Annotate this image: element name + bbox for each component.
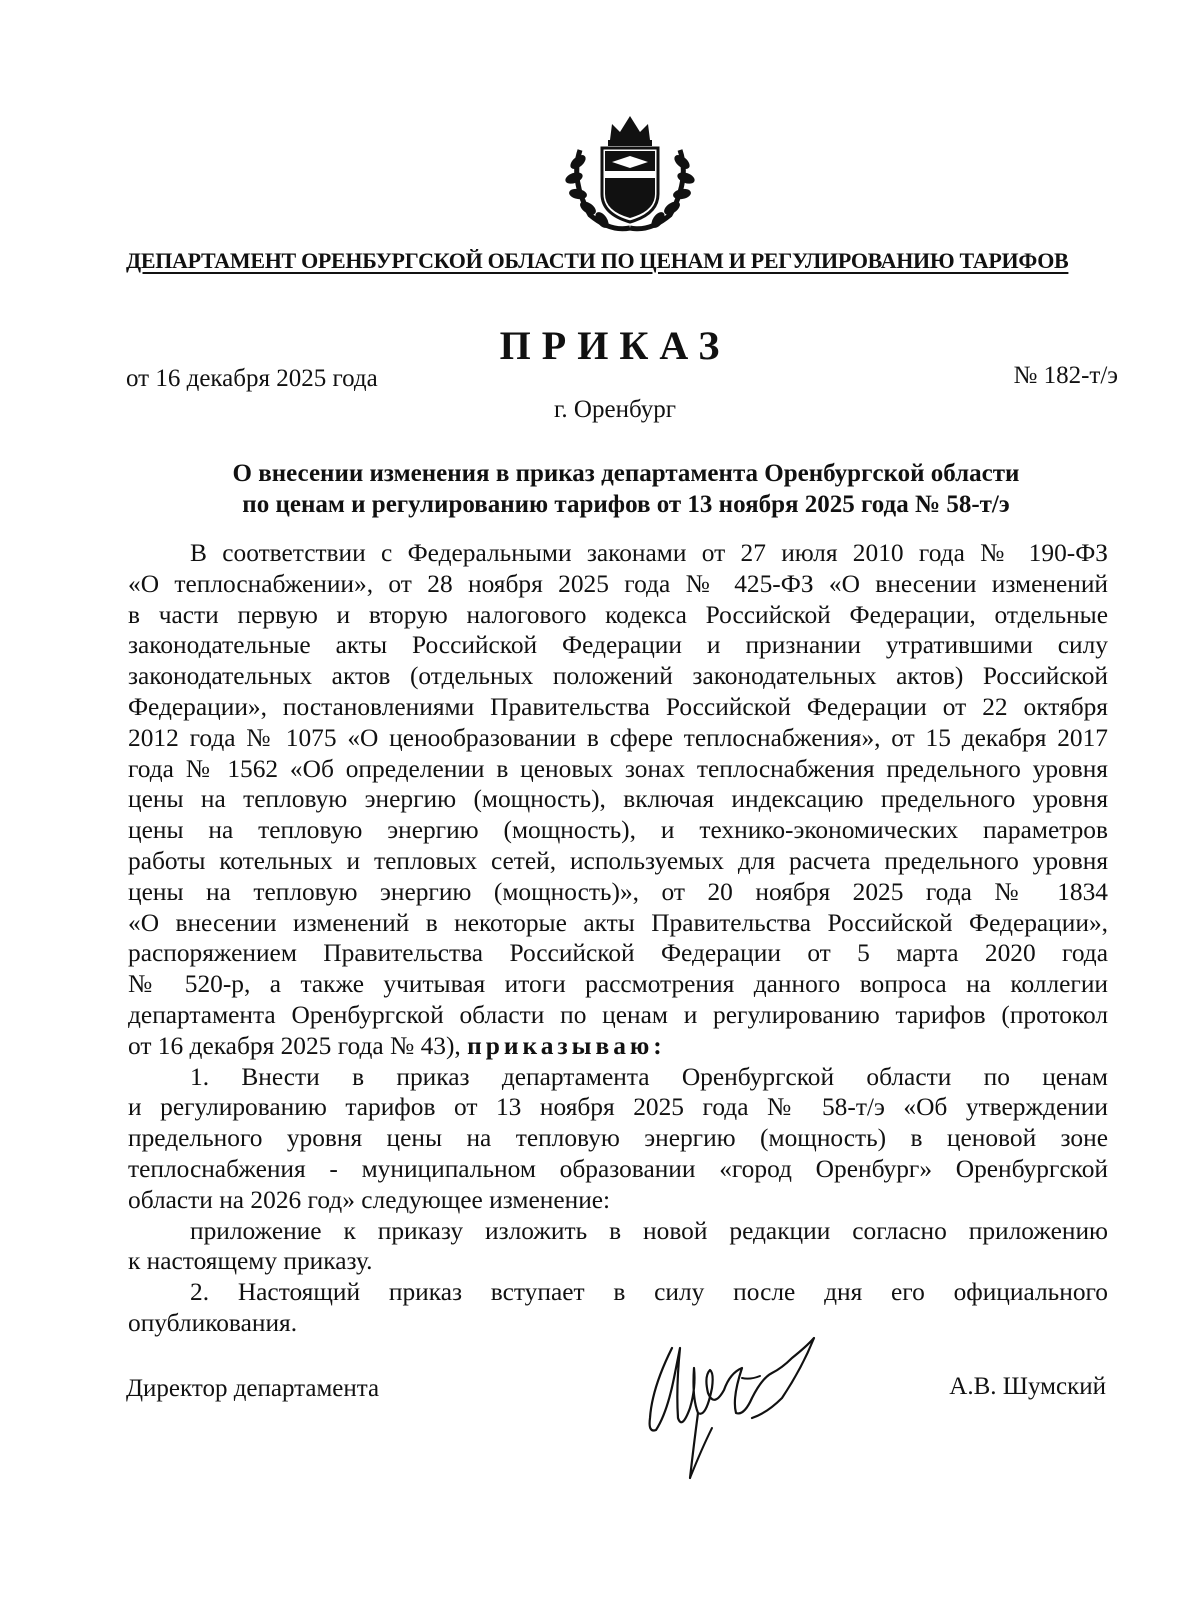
signer-name: А.В. Шумский (949, 1373, 1106, 1400)
body-line: законодательных актов (отдельных положений законодательных актов) Российской (128, 662, 1108, 691)
order-city: г. Оренбург (554, 396, 676, 423)
item-2-line: опубликования. (128, 1308, 298, 1337)
document-title: ПРИКАЗ (499, 323, 731, 368)
body-line: В соответствии с Федеральными законами от 27 июля 2010 года № 190-ФЗ (190, 539, 1108, 567)
item-1-line: 1. Внести в приказ департамента Оренбургской области по ценам (190, 1062, 1108, 1091)
order-date: от 16 декабря 2025 года (126, 365, 378, 392)
change-line: приложение к приказу изложить в новой редакции согласно приложению (190, 1216, 1108, 1245)
handwritten-signature (632, 1318, 832, 1488)
body-line: года № 1562 «Об определении в ценовых зонах теплоснабжения предельного уровня (128, 754, 1108, 783)
body-line-prefix: от 16 декабря 2025 года № 43), (128, 1031, 461, 1060)
body-line: цены на тепловую энергию (мощность), и технико-экономических параметров (128, 816, 1108, 845)
body-line: работы котельных и тепловых сетей, используемых для расчета предельного уровня (128, 846, 1108, 875)
body-line: распоряжением Правительства Российской Федерации от 5 марта 2020 года (128, 939, 1108, 968)
body-line: 2012 года № 1075 «О ценообразовании в сфере теплоснабжения», от 15 декабря 2017 (128, 723, 1108, 752)
coat-of-arms-emblem (560, 110, 700, 235)
subject-line: по ценам и регулированию тарифов от 13 ноября 2025 года № 58-т/э (242, 491, 1010, 518)
body-line: № 520-р, а также учитывая итоги рассмотрения данного вопроса на коллегии (128, 970, 1108, 999)
order-subject (126, 458, 1126, 520)
body-line: цены на тепловую энергию (мощность)», от 20 ноября 2025 года № 1834 (128, 877, 1108, 906)
body-line: «О теплоснабжении», от 28 ноября 2025 года № 425-ФЗ «О внесении изменений (128, 569, 1108, 598)
order-body (128, 538, 1108, 1339)
body-line: департамента Оренбургской области по ценам и регулированию тарифов (протокол (128, 1000, 1108, 1029)
body-line: законодательные акты Российской Федерации и признании утратившими силу (128, 631, 1108, 660)
item-1-line: теплоснабжения - муниципальном образовании «город Оренбург» Оренбургской (128, 1154, 1108, 1183)
item-1-line: и регулированию тарифов от 13 ноября 2025 года № 58-т/э «Об утверждении (128, 1093, 1108, 1122)
signer-position: Директор департамента (126, 1375, 380, 1402)
item-1-line: области на 2026 год» следующее изменение: (128, 1185, 611, 1214)
body-line: в части первую и вторую налогового кодекса Российской Федерации, отдельные (128, 600, 1108, 629)
change-line: к настоящему приказу. (128, 1247, 373, 1276)
order-word: приказываю: (467, 1031, 666, 1060)
item-2-line: 2. Настоящий приказ вступает в силу после дня его официального (190, 1278, 1108, 1307)
subject-line: О внесении изменения в приказ департамента Оренбургской области (232, 460, 1020, 487)
body-line: Федерации», постановлениями Правительства Российской Федерации от 22 октября (128, 692, 1108, 721)
department-name: ДЕПАРТАМЕНТ ОРЕНБУРГСКОЙ ОБЛАСТИ ПО ЦЕНАМ И РЕГУЛИРОВАНИЮ ТАРИФОВ (126, 248, 1069, 273)
body-line: цены на тепловую энергию (мощность), включая индексацию предельного уровня (128, 785, 1108, 814)
item-1-line: предельного уровня цены на тепловую энергию (мощность) в ценовой зоне (128, 1124, 1108, 1153)
body-line: «О внесении изменений в некоторые акты Правительства Российской Федерации», (128, 908, 1108, 937)
order-number: № 182-т/э (1013, 362, 1118, 389)
body-final-line (128, 1031, 1108, 1062)
